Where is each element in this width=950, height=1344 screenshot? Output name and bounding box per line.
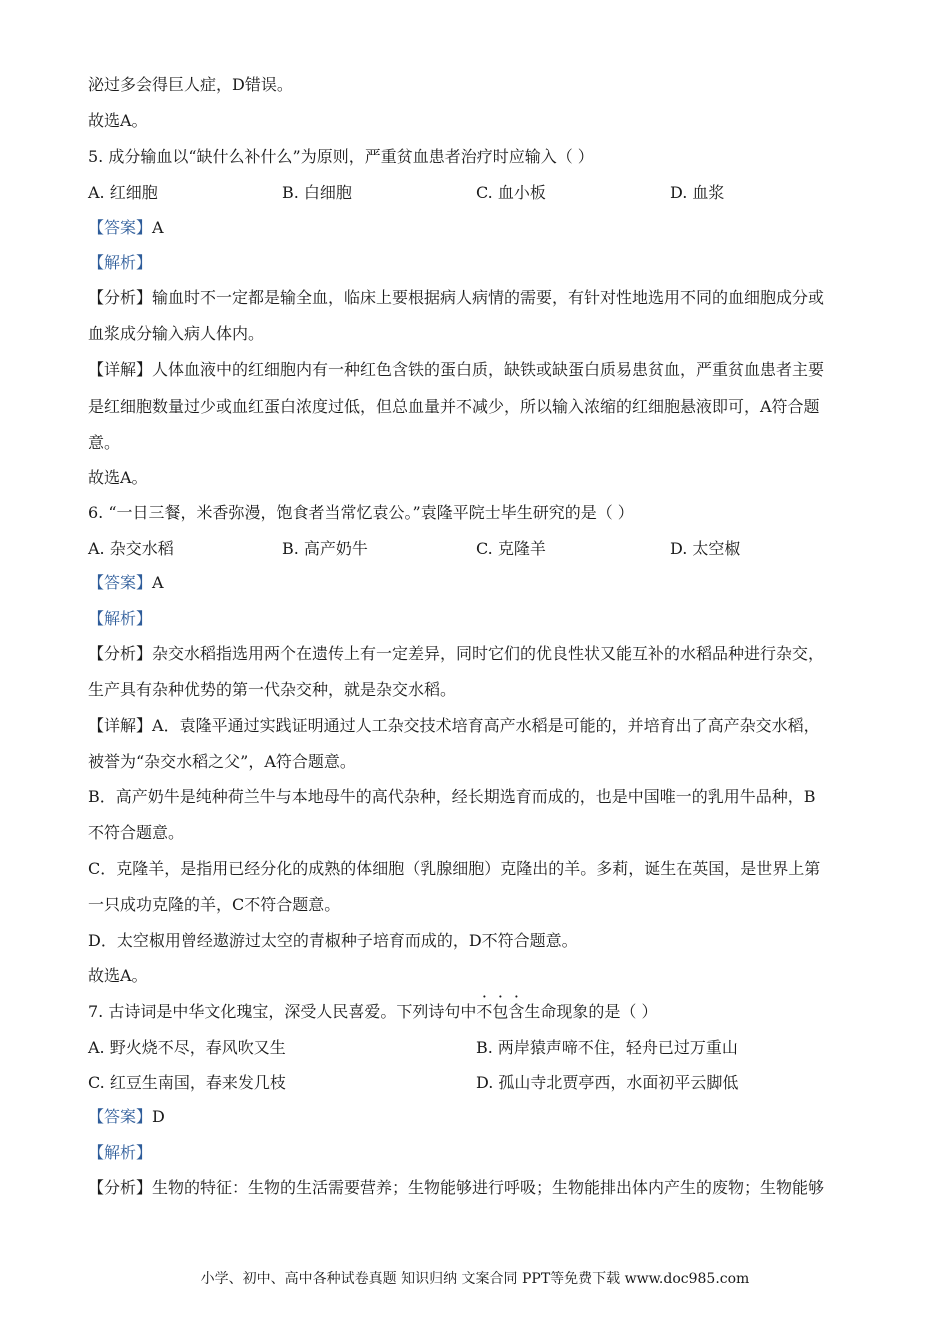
answer-value: D — [152, 1107, 165, 1126]
text-line: D．太空椒用曾经遨游过太空的青椒种子培育而成的，D不符合题意。 — [88, 931, 578, 950]
emphasis-char: 含 — [508, 1002, 525, 1021]
text-line: 是红细胞数量过少或血红蛋白浓度过低，但总血量并不减少，所以输入浓缩的红细胞悬液即可，A符合题 — [88, 397, 820, 416]
q5-option-d: D. 血浆 — [670, 183, 725, 202]
emphasis-char: 不 — [476, 1002, 493, 1021]
fenxi-text: 输血时不一定都是输全血，临床上要根据病人病情的需要，有针对性地选用不同的血细胞成分或 — [152, 288, 825, 307]
q6-answer-line — [88, 573, 164, 593]
q5-xiangjie-line — [88, 360, 824, 380]
q7-option-b: B. 两岸猿声啼不住，轻舟已过万重山 — [476, 1038, 738, 1057]
fenxi-text: 杂交水稻指选用两个在遗传上有一定差异，同时它们的优良性状又能互补的水稻品种进行杂交， — [152, 644, 825, 663]
answer-tag: 【答案】 — [88, 218, 153, 237]
answer-tag: 【答案】 — [88, 1107, 153, 1126]
q6-option-b: B. 高产奶牛 — [282, 539, 368, 558]
text-line: 故选A。 — [88, 966, 148, 985]
text-line: B．高产奶牛是纯种荷兰牛与本地母牛的高代杂种，经长期选育而成的，也是中国唯一的乳用牛品种，B — [88, 787, 816, 806]
xiangjie-tag: 【详解】 — [88, 360, 153, 379]
answer-value: A — [152, 573, 164, 592]
q7-option-c: C. 红豆生南国，春来发几枝 — [88, 1073, 286, 1092]
fenxi-text: 生物的特征：生物的生活需要营养；生物能够进行呼吸；生物能排出体内产生的废物；生物能够 — [152, 1178, 825, 1197]
q7-jiexi-tag: 【解析】 — [88, 1143, 153, 1162]
text-line: C．克隆羊，是指用已经分化的成熟的体细胞（乳腺细胞）克隆出的羊。多莉，诞生在英国，是世界上第 — [88, 859, 821, 878]
q6-option-d: D. 太空椒 — [670, 539, 741, 558]
question-5-stem: 5. 成分输血以“缺什么补什么”为原则，严重贫血患者治疗时应输入（ ） — [88, 147, 594, 166]
page-footer: 小学、初中、高中各种试卷真题 知识归纳 文案合同 PPT等免费下载 www.doc985.com — [200, 1271, 750, 1287]
fenxi-tag: 【分析】 — [88, 644, 153, 663]
question-7-stem — [88, 1002, 658, 1022]
xiangjie-text: A．袁隆平通过实践证明通过人工杂交技术培育高产水稻是可能的，并培育出了高产杂交水稻， — [152, 716, 820, 735]
text-line: 一只成功克隆的羊，C不符合题意。 — [88, 895, 341, 914]
q6-option-c: C. 克隆羊 — [476, 539, 546, 558]
text-line: 故选A。 — [88, 111, 148, 130]
emphasis-char: 包 — [492, 1002, 509, 1021]
q7-fenxi-line — [88, 1178, 824, 1198]
q7-answer-line — [88, 1107, 165, 1127]
q5-answer-line — [88, 218, 164, 238]
q6-fenxi-line — [88, 644, 824, 664]
q7-option-a: A. 野火烧不尽，春风吹又生 — [88, 1038, 286, 1057]
question-6-stem: 6. “一日三餐，米香弥漫，饱食者当常忆袁公。”袁隆平院士毕生研究的是（ ） — [88, 503, 634, 522]
fenxi-tag: 【分析】 — [88, 288, 153, 307]
xiangjie-tag: 【详解】 — [88, 716, 153, 735]
text-line: 不符合题意。 — [88, 823, 185, 842]
text-line: 血浆成分输入病人体内。 — [88, 324, 265, 343]
q5-jiexi-tag: 【解析】 — [88, 253, 153, 272]
q5-option-c: C. 血小板 — [476, 183, 546, 202]
text-line: 生产具有杂种优势的第一代杂交种，就是杂交水稻。 — [88, 680, 457, 699]
text-line: 被誉为“杂交水稻之父”，A符合题意。 — [88, 752, 356, 771]
q5-option-b: B. 白细胞 — [282, 183, 352, 202]
text-line: 故选A。 — [88, 468, 148, 487]
q6-option-a: A. 杂交水稻 — [88, 539, 174, 558]
q5-fenxi-line — [88, 288, 824, 308]
q7-option-d: D. 孤山寺北贾亭西，水面初平云脚低 — [476, 1073, 739, 1092]
answer-tag: 【答案】 — [88, 573, 153, 592]
q6-jiexi-tag: 【解析】 — [88, 609, 153, 628]
xiangjie-text: 人体血液中的红细胞内有一种红色含铁的蛋白质，缺铁或缺蛋白质易患贫血，严重贫血患者主要 — [152, 360, 825, 379]
q5-option-a: A. 红细胞 — [88, 183, 158, 202]
fenxi-tag: 【分析】 — [88, 1178, 153, 1197]
q6-xiangjie-line — [88, 716, 820, 736]
text-line: 泌过多会得巨人症，D错误。 — [88, 75, 293, 94]
text-line: 意。 — [88, 433, 121, 452]
stem-text: 7. 古诗词是中华文化瑰宝，深受人民喜爱。下列诗句中 — [88, 1002, 477, 1021]
stem-text: 生命现象的是（ ） — [524, 1002, 658, 1021]
answer-value: A — [152, 218, 164, 237]
